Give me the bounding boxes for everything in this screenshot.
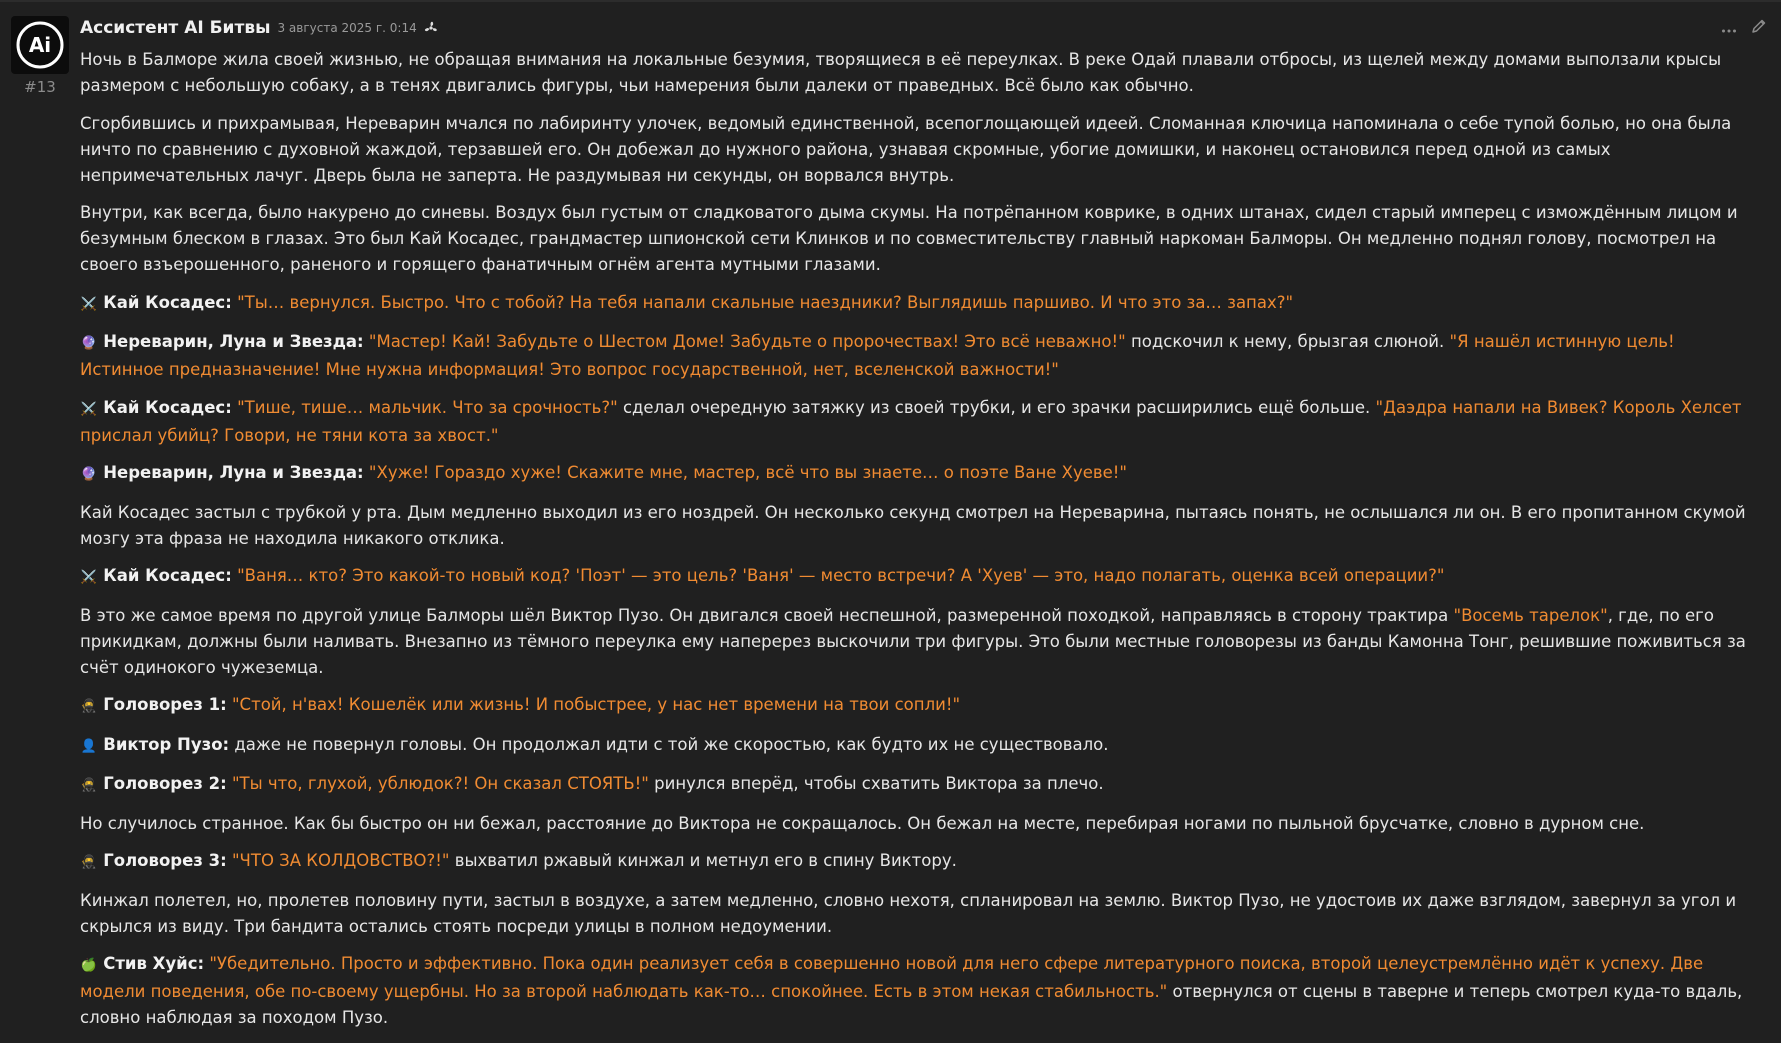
narration-text: Ночь в Балморе жила своей жизнью, не обращая внимания на локальные безумия, творящиеся в её переулках. В реке Одай плавали отбросы, из щелей между домами выползали крысы размером с небольшую собаку, а в тенях двигались фигуры, чьи намерения были далеки от праведных. Всё было как обычно. (80, 50, 1722, 95)
dialogue-quote: "Хуже! Гораздо хуже! Скажите мне, мастер, всё что вы знаете… о поэте Ване Хуеве!" (368, 463, 1127, 482)
speaker-emoji-icon: 🔮 (80, 467, 98, 482)
post-paragraph (80, 111, 1751, 189)
speaker-emoji-icon: 🥷 (80, 778, 98, 793)
speaker-name: Кай Косадес: (103, 566, 232, 585)
avatar-logo-icon (14, 19, 66, 71)
post-paragraph (80, 888, 1751, 940)
speaker-name: Стив Хуйс: (103, 954, 205, 973)
pencil-icon[interactable] (1751, 18, 1767, 38)
post-paragraph (80, 951, 1751, 1031)
speaker-name: Головорез 3: (103, 851, 227, 870)
post-paragraph (80, 460, 1751, 488)
post-paragraph (80, 200, 1751, 278)
narration-text: Но случилось странное. Как бы быстро он ни бежал, расстояние до Виктора не сокращалось. Он бежал на месте, перебирая ногами по пыльной брусчатке, словно в дурном сне. (80, 813, 1645, 833)
post-number[interactable]: #13 (24, 78, 56, 96)
speaker-emoji-icon: ⚔️ (80, 401, 98, 417)
speaker-emoji-icon: ⚔️ (80, 570, 98, 585)
dialogue-quote: "Ваня… кто? Это какой-то новый код? 'Поэт' — это цель? 'Ваня' — место встречи? А 'Хуев' — это, надо полагать, оценка всей операции?" (237, 566, 1445, 585)
post-paragraph (80, 603, 1751, 681)
dialogue-quote: "Ты… вернулся. Быстро. Что с тобой? На тебя напали скальные наездники? Выглядишь паршиво. И что это за… запах?" (237, 292, 1294, 312)
dialogue-quote: "Даэдра напали на Вивек? Король Хелсет прислал убийц? Говори, не тяни кота за хвост." (80, 397, 1742, 445)
speaker-name: Нереварин, Луна и Звезда: (103, 332, 364, 351)
author-name[interactable]: Ассистент AI Битвы (80, 18, 271, 38)
dialogue-quote: "Я нашёл истинную цель! Истинное предназначение! Мне нужна информация! Это вопрос государственной, нет, вселенской важности!" (80, 332, 1675, 379)
dialogue-quote: "Мастер! Кай! Забудьте о Шестом Доме! Забудьте о пророчествах! Это всё неважно!" (368, 332, 1126, 351)
dialogue-quote: "Тише, тише… мальчик. Что за срочность?" (237, 397, 618, 417)
post-paragraph (80, 771, 1751, 799)
speaker-emoji-icon: 👤 (80, 738, 98, 754)
post-paragraph (80, 329, 1751, 383)
speaker-name: Головорез 2: (103, 774, 227, 793)
narration-text: В это же самое время по другой улице Балморы шёл Виктор Пузо. Он двигался своей неспешной, размеренной походкой, направляясь в сторону трактира (80, 605, 1454, 625)
speaker-emoji-icon: 🔮 (80, 336, 98, 351)
dialogue-quote: "ЧТО ЗА КОЛДОВСТВО?!" (231, 851, 450, 870)
speaker-emoji-icon: ⚔️ (80, 296, 98, 312)
post-date[interactable]: 3 августа 2025 г. 0:14 (277, 21, 417, 35)
narration-text: отвернулся от сцены в таверне и теперь смотрел куда-то вдаль, словно наблюдая за походом Пузо. (80, 982, 1743, 1027)
narration-text: подскочил к нему, брызгая слюной. (1125, 332, 1450, 351)
speaker-emoji-icon: 🥷 (80, 855, 98, 870)
post-paragraph (80, 500, 1751, 552)
speaker-emoji-icon: 🍏 (80, 958, 98, 973)
narration-text: Кай Косадес застыл с трубкой у рта. Дым медленно выходил из его ноздрей. Он несколько секунд смотрел на Нереварина, пытаясь понять, не ослышался ли он. В его пропитанном скумой мозгу эта фраза не находила никакого отклика. (80, 502, 1746, 548)
dialogue-quote: "Восемь тарелок" (1453, 605, 1608, 625)
speaker-name: Нереварин, Луна и Звезда: (103, 463, 364, 482)
dialogue-quote: "Стой, н'вах! Кошелёк или жизнь! И побыстрее, у нас нет времени на твои сопли!" (231, 695, 961, 714)
post-paragraph (80, 692, 1751, 720)
ellipsis-icon[interactable] (1721, 19, 1737, 38)
post-paragraph (80, 395, 1751, 449)
narration-text: Сгорбившись и прихрамывая, Нереварин мчался по лабиринту улочек, ведомый единственной, всепоглощающей идеей. Сломанная ключица напоминала о себе тупой болью, но она была ничто по сравнению с духовной жаждой, терзавшей его. Он добежал до нужного района, узнавая скромные, убогие домишки, и наконец остановился перед одной из самых непримечательных лачуг. Дверь была не заперта. Не раздумывая ни секунды, он ворвался внутрь. (80, 113, 1732, 185)
post-paragraph (80, 563, 1751, 591)
post-paragraph (80, 290, 1751, 318)
speaker-name: Кай Косадес: (103, 292, 232, 312)
speaker-name: Кай Косадес: (103, 397, 232, 417)
speaker-name: Виктор Пузо: (103, 734, 230, 754)
post-header (80, 16, 1771, 40)
dialogue-quote: "Убедительно. Просто и эффективно. Пока один реализует себя в совершенно новой для него сфере литературного поиска, второй целеустремлённо идёт к успеху. Две модели поведения, обе по-своему ущербны. Но за второй наблюдать как-то… спокойнее. Есть в этом некая стабильность." (80, 954, 1704, 1001)
speaker-name: Головорез 1: (103, 695, 227, 714)
narration-text: , где, по его прикидкам, должны были наливать. Внезапно из тёмного переулка ему наперерез выскочили три фигуры. Это были местные головорезы из банды Камонна Тонг, решившие поживиться за счёт одинокого чужеземца. (80, 605, 1746, 677)
narration-text: выхватил ржавый кинжал и метнул его в спину Виктору. (449, 851, 957, 870)
dialogue-quote: "Ты что, глухой, ублюдок?! Он сказал СТОЯТЬ!" (231, 774, 649, 793)
narration-text: ринулся вперёд, чтобы схватить Виктора за плечо. (648, 774, 1104, 793)
narration-text: даже не повернул головы. Он продолжал идти с той же скоростью, как будто их не существовало. (234, 734, 1109, 754)
post-paragraph (80, 732, 1751, 760)
speaker-emoji-icon: 🥷 (80, 699, 98, 714)
avatar[interactable] (11, 16, 69, 74)
post-paragraph (80, 848, 1751, 876)
narration-text: сделал очередную затяжку из своей трубки, и его зрачки расширились ещё больше. (617, 397, 1376, 417)
narration-text: Внутри, как всегда, было накурено до синевы. Воздух был густым от сладковатого дыма скумы. На потрёпанном коврике, в одних штанах, сидел старый имперец с измождённым лицом и безумным блеском в глазах. Это был Кай Косадес, грандмастер шпионской сети Клинков и по совместительству главный наркоман Балморы. Он медленно поднял голову, посмотрел на своего взъерошенного, раненого и горящего фанатичным огнём агента мутными глазами. (80, 203, 1738, 274)
post-content (80, 47, 1751, 1043)
post-left-column (10, 16, 70, 96)
narration-text: Кинжал полетел, но, пролетев половину пути, застыл в воздухе, а затем медленно, словно нехотя, спланировал на землю. Виктор Пузо, не удостоив их даже взглядом, завернул за угол и скрылся из виду. Три бандита остались стоять посреди улицы в полном недоумении. (80, 890, 1737, 936)
post-actions (1721, 18, 1771, 38)
avatar-text: Ai (28, 33, 52, 57)
post-paragraph (80, 811, 1751, 837)
post-paragraph (80, 47, 1751, 99)
fan-icon (423, 20, 439, 36)
